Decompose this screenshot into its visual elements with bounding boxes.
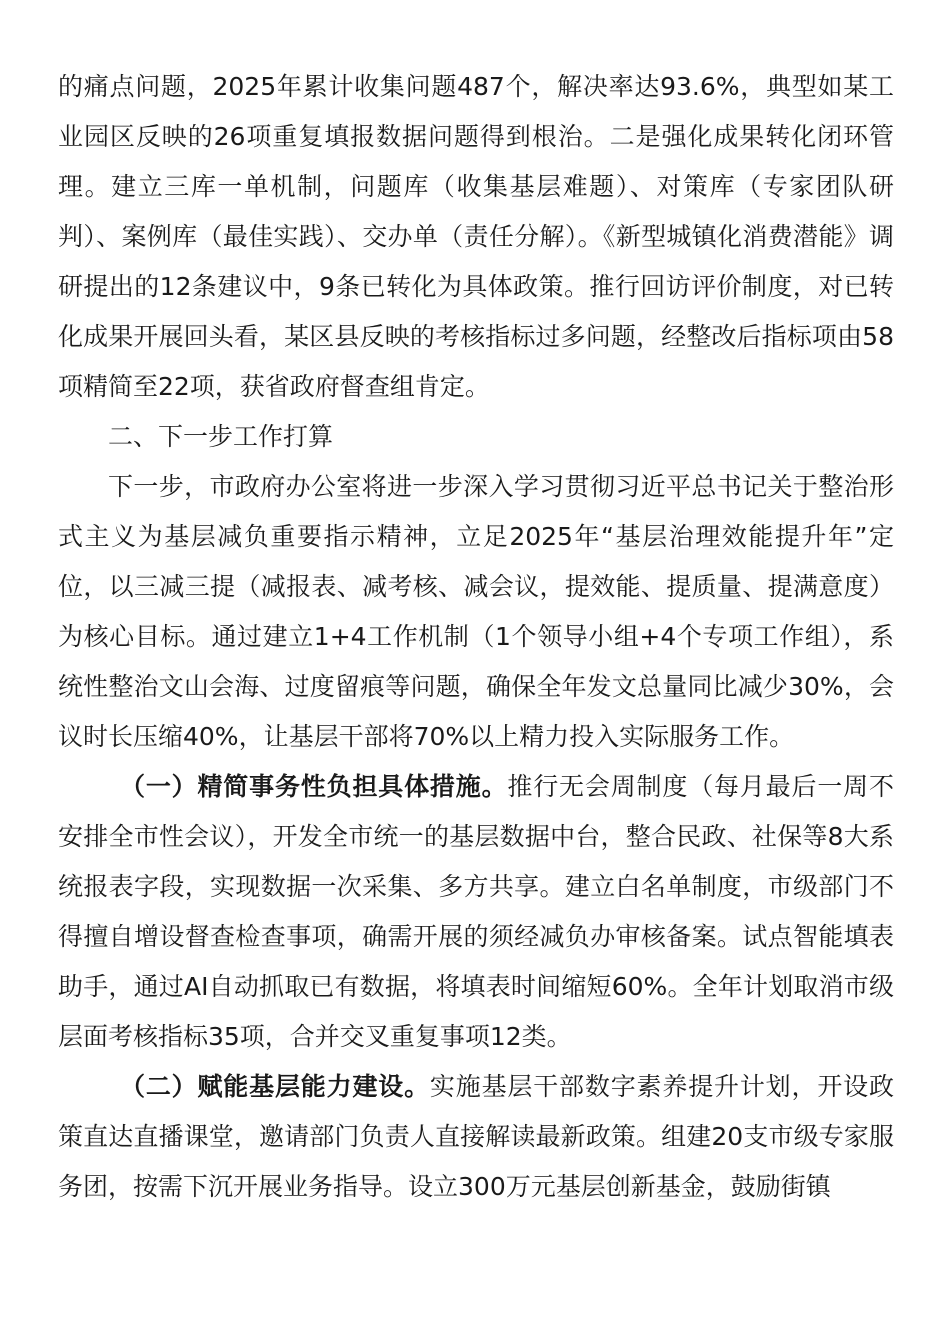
measure-item-1-body: 推行无会周制度（每月最后一周不安排全市性会议），开发全市统一的基层数据中台，整合民政、社保等8大系统报表字段，实现数据一次采集、多方共享。建立白名单制度，市级部门不得擅自增设督查检查事项，确需开展的须经减负办审核备案。试点智能填表助手，通过AI自动抓取已有数据，将填表时间缩短60%。全年计划取消市级层面考核指标35项，合并交叉重复事项12类。 — [58, 772, 894, 1051]
section-heading: 二、下一步工作打算 — [108, 422, 334, 451]
paragraph-next-steps: 下一步，市政府办公室将进一步深入学习贯彻习近平总书记关于整治形式主义为基层减负重要指示精神，立足2025年“基层治理效能提升年”定位，以三减三提（减报表、减考核、减会议，提效能、提质量、提满意度）为核心目标。通过建立1+4工作机制（1个领导小组+4个专项工作组），系统性整治文山会海、过度留痕等问题，确保全年发文总量同比减少30%，会议时长压缩40%，让基层干部将70%以上精力投入实际服务工作。 — [58, 472, 894, 751]
measure-item-2 — [58, 1062, 894, 1212]
measure-item-1-title: （一）精简事务性负担具体措施。 — [120, 772, 508, 801]
document-body — [58, 62, 894, 1212]
paragraph-continuation: 的痛点问题，2025年累计收集问题487个，解决率达93.6%，典型如某工业园区反映的26项重复填报数据问题得到根治。二是强化成果转化闭环管理。建立三库一单机制，问题库（收集基层难题）、对策库（专家团队研判）、案例库（最佳实践）、交办单（责任分解）。《新型城镇化消费潜能》调研提出的12条建议中，9条已转化为具体政策。推行回访评价制度，对已转化成果开展回头看，某区县反映的考核指标过多问题，经整改后指标项由58项精简至22项，获省政府督查组肯定。 — [58, 72, 894, 401]
measure-item-2-title: （二）赋能基层能力建设。 — [120, 1072, 430, 1101]
measure-item-1 — [58, 762, 894, 1062]
measure-item-2-body: 实施基层干部数字素养提升计划，开设政策直达直播课堂，邀请部门负责人直接解读最新政策。组建20支市级专家服务团，按需下沉开展业务指导。设立300万元基层创新基金，鼓励街镇 — [58, 1072, 894, 1201]
